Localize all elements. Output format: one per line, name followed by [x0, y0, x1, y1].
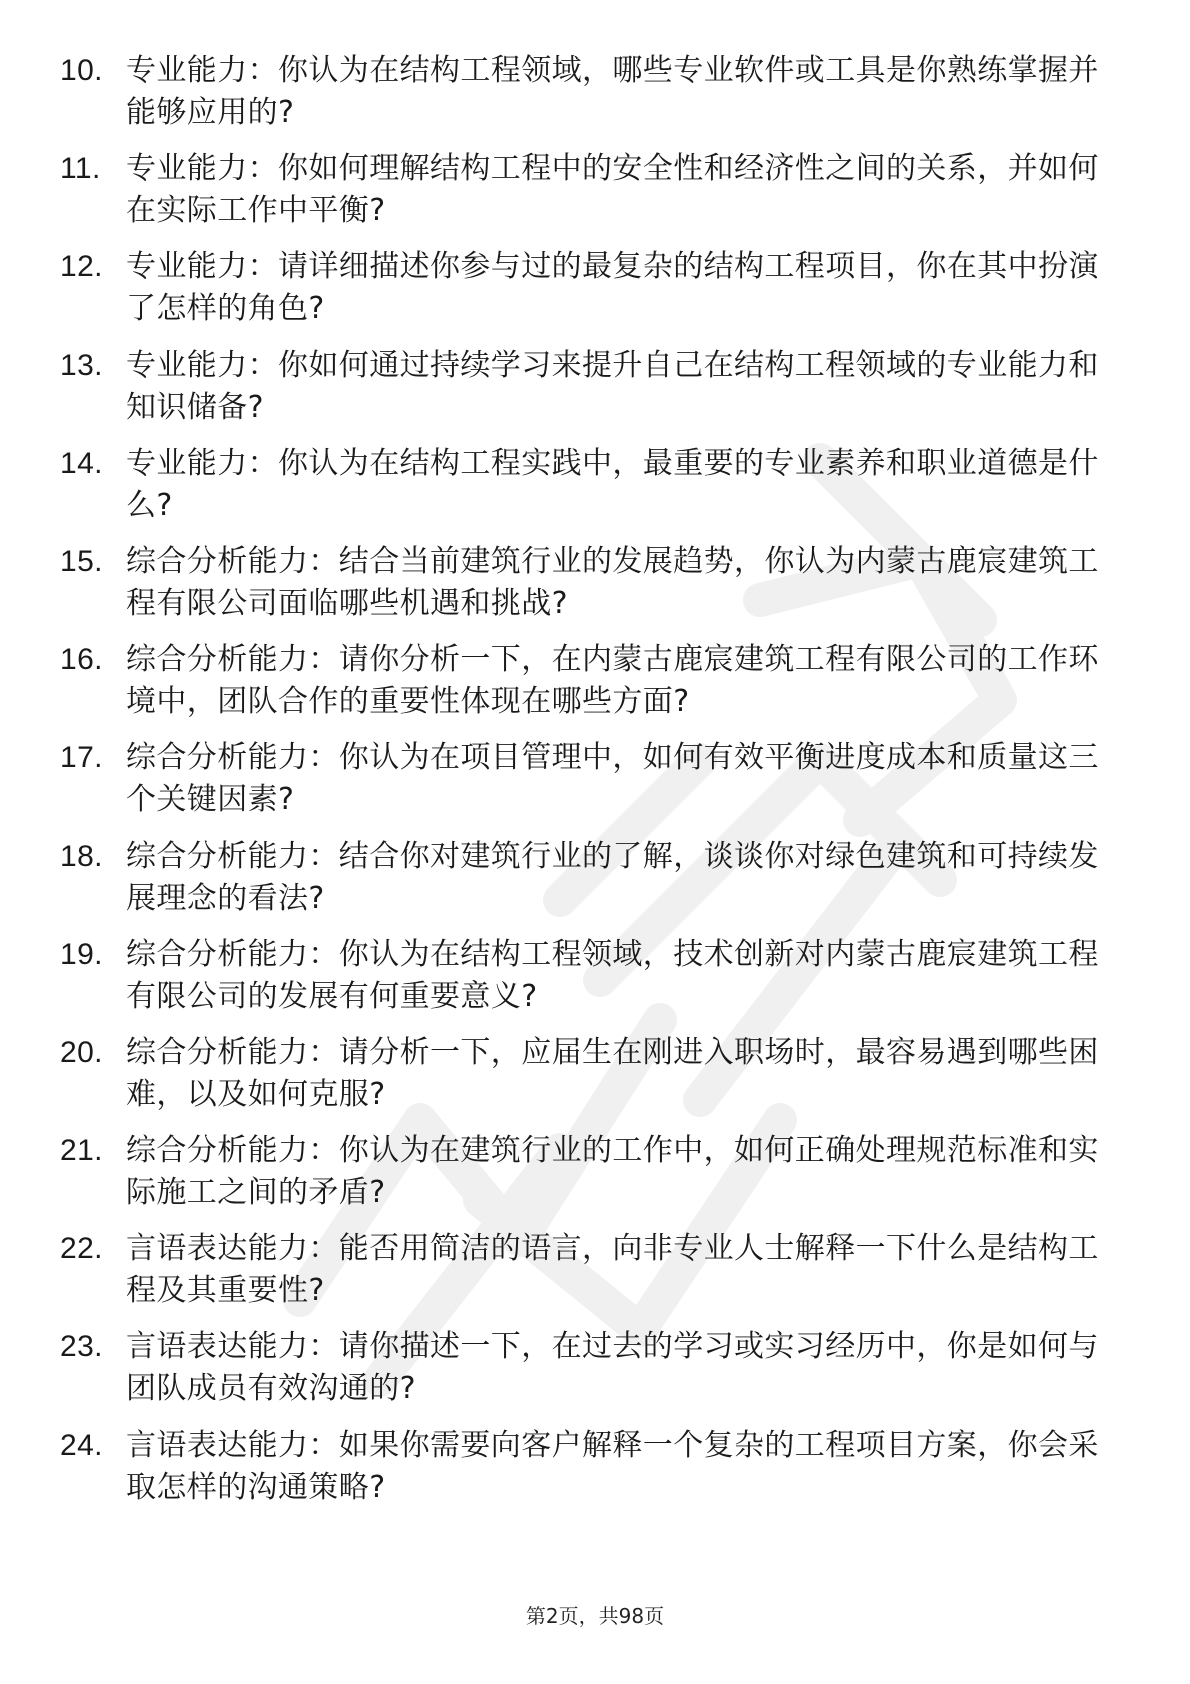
list-item — [60, 1032, 1120, 1116]
question-number: 12. — [60, 250, 103, 284]
question-number: 10. — [60, 54, 103, 87]
question-text: 综合分析能力：结合当前建筑行业的发展趋势，你认为内蒙古鹿宸建筑工程有限公司面临哪些机遇和挑战? — [126, 543, 1099, 621]
list-item — [60, 1326, 1120, 1410]
list-item — [60, 246, 1120, 330]
question-text: 综合分析能力：你认为在结构工程领域，技术创新对内蒙古鹿宸建筑工程有限公司的发展有何重要意义? — [126, 936, 1099, 1014]
list-item — [60, 1425, 1120, 1509]
question-text: 言语表达能力：能否用简洁的语言，向非专业人士解释一下什么是结构工程及其重要性? — [126, 1231, 1099, 1309]
list-item — [60, 148, 1120, 232]
page-number-label: 第2页，共98页 — [525, 1604, 665, 1628]
question-number: 17. — [60, 741, 103, 775]
list-item — [60, 737, 1120, 821]
question-number: 15. — [60, 544, 103, 578]
list-item — [60, 345, 1120, 429]
question-number: 16. — [60, 643, 103, 677]
list-item — [60, 934, 1120, 1018]
question-text: 言语表达能力：请你描述一下，在过去的学习或实习经历中，你是如何与团队成员有效沟通的? — [126, 1329, 1099, 1407]
page-footer — [0, 1600, 1190, 1629]
question-number: 19. — [60, 937, 103, 971]
list-item — [60, 541, 1120, 625]
question-text: 专业能力：你如何理解结构工程中的安全性和经济性之间的关系，并如何在实际工作中平衡? — [126, 151, 1099, 229]
question-number: 20. — [60, 1035, 103, 1069]
question-text: 专业能力：你如何通过持续学习来提升自己在结构工程领域的专业能力和知识储备? — [126, 347, 1099, 425]
question-text: 专业能力：请详细描述你参与过的最复杂的结构工程项目，你在其中扮演了怎样的角色? — [126, 249, 1099, 327]
question-number: 14. — [60, 446, 103, 480]
question-text: 专业能力：你认为在结构工程领域，哪些专业软件或工具是你熟练掌握并能够应用的? — [126, 53, 1099, 130]
question-text: 综合分析能力：你认为在建筑行业的工作中，如何正确处理规范标准和实际施工之间的矛盾? — [126, 1133, 1099, 1211]
question-text: 综合分析能力：请你分析一下，在内蒙古鹿宸建筑工程有限公司的工作环境中，团队合作的重要性体现在哪些方面? — [126, 642, 1099, 720]
question-number: 18. — [60, 839, 103, 873]
question-list — [60, 50, 1120, 1523]
question-number: 23. — [60, 1330, 103, 1364]
list-item — [60, 1130, 1120, 1214]
question-text: 言语表达能力：如果你需要向客户解释一个复杂的工程项目方案，你会采取怎样的沟通策略? — [126, 1427, 1099, 1505]
list-item — [60, 443, 1120, 527]
question-number: 13. — [60, 348, 103, 382]
question-text: 专业能力：你认为在结构工程实践中，最重要的专业素养和职业道德是什么? — [126, 445, 1099, 523]
question-text: 综合分析能力：结合你对建筑行业的了解，谈谈你对绿色建筑和可持续发展理念的看法? — [126, 838, 1099, 916]
list-item — [60, 50, 1120, 134]
question-number: 11. — [60, 152, 101, 186]
question-number: 22. — [60, 1232, 103, 1266]
list-item — [60, 1228, 1120, 1312]
question-text: 综合分析能力：请分析一下，应届生在刚进入职场时，最容易遇到哪些困难，以及如何克服? — [126, 1034, 1099, 1112]
question-text: 综合分析能力：你认为在项目管理中，如何有效平衡进度成本和质量这三个关键因素? — [126, 740, 1099, 818]
question-number: 21. — [60, 1134, 103, 1168]
list-item — [60, 836, 1120, 920]
list-item — [60, 639, 1120, 723]
question-number: 24. — [60, 1428, 103, 1462]
